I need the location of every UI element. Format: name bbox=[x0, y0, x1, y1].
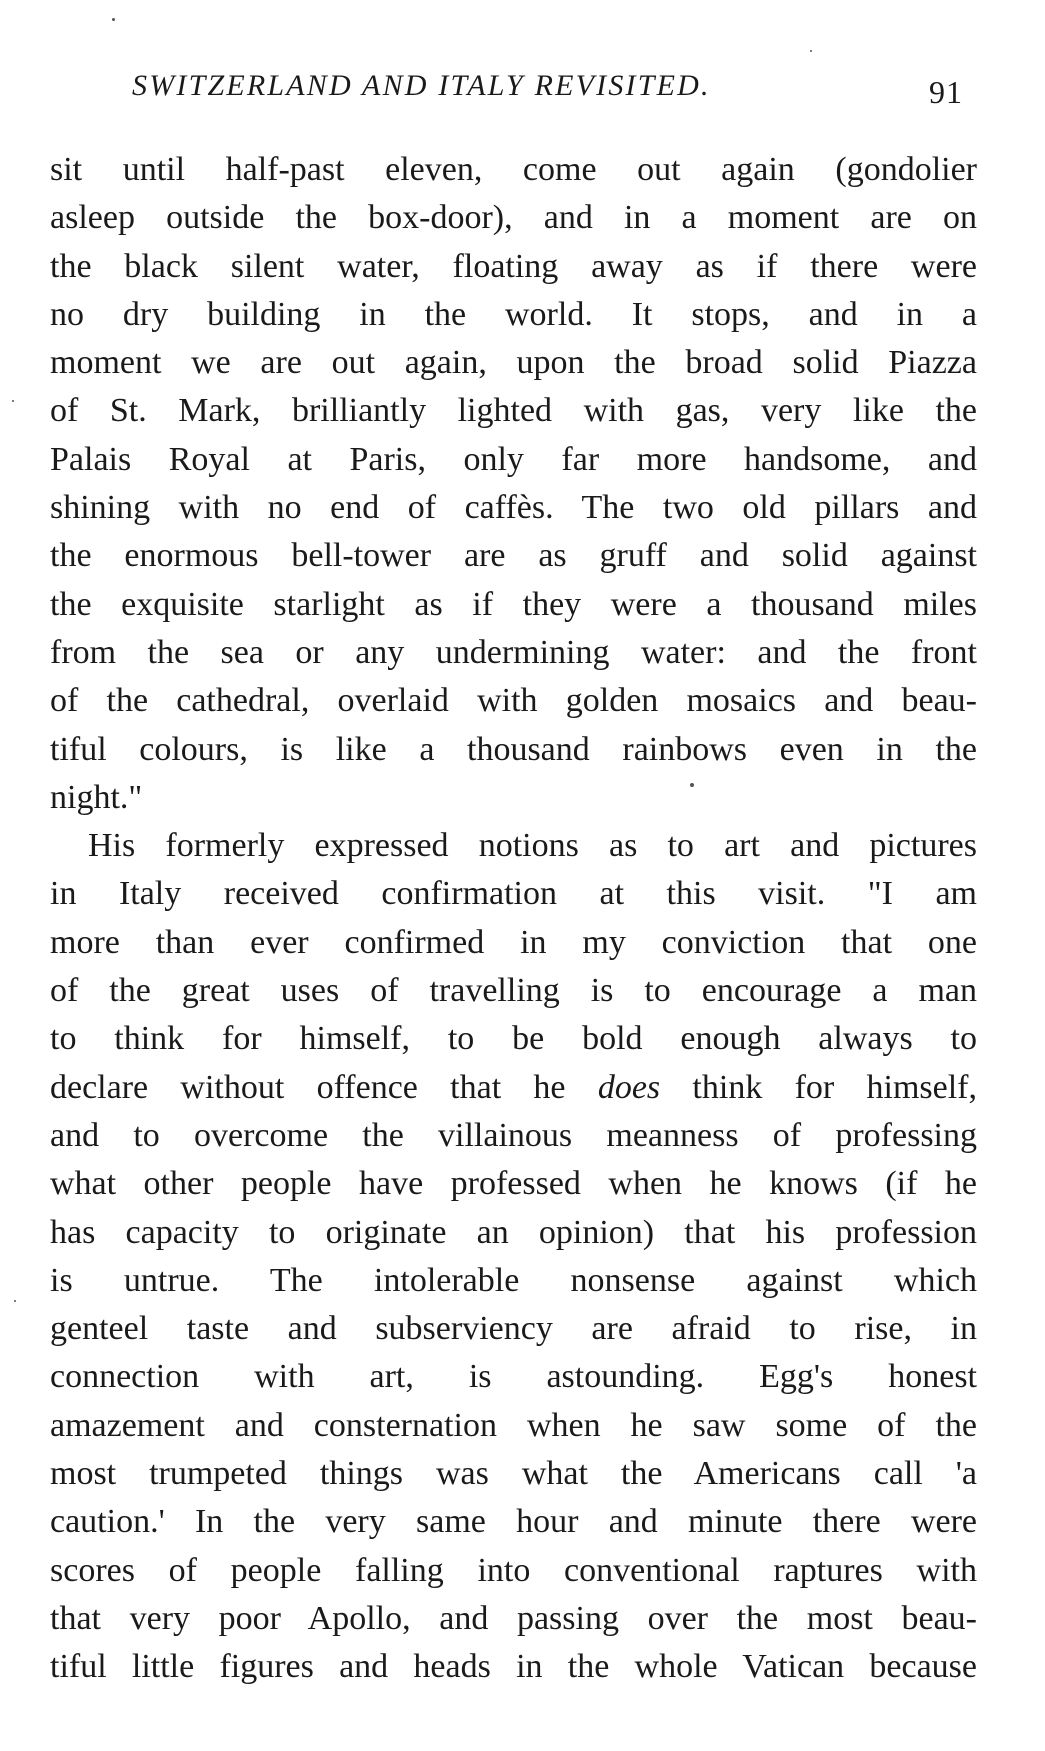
print-speck bbox=[12, 400, 14, 402]
text-line: from the sea or any undermining water: and the front bbox=[50, 633, 977, 671]
text-line: moment we are out again, upon the broad solid Piazza bbox=[50, 344, 977, 382]
text-line: of St. Mark, brilliantly lighted with gas, very like the bbox=[50, 392, 977, 430]
print-speck bbox=[14, 1300, 16, 1302]
text-line: sit until half-past eleven, come out again (gondolier bbox=[50, 151, 977, 188]
page-number: 91 bbox=[929, 74, 963, 110]
text-line: most trumpeted things was what the Americans call 'a bbox=[50, 1455, 977, 1493]
text-line: caution.' In the very same hour and minute there were bbox=[50, 1503, 977, 1541]
text-line: amazement and consternation when he saw some of the bbox=[50, 1406, 977, 1444]
text-line: genteel taste and subserviency are afraid to rise, in bbox=[50, 1310, 977, 1348]
text-line: no dry building in the world. It stops, and in a bbox=[50, 295, 977, 333]
text-line: the enormous bell-tower are as gruff and solid against bbox=[50, 537, 977, 575]
text-line: the exquisite starlight as if they were a thousand miles bbox=[50, 585, 977, 623]
text-line: that very poor Apollo, and passing over the most beau- bbox=[50, 1599, 977, 1637]
print-speck bbox=[690, 783, 694, 787]
text-line: and to overcome the villainous meanness of professing bbox=[50, 1116, 977, 1154]
paragraph-1 bbox=[50, 146, 977, 822]
text-line: to think for himself, to be bold enough always to bbox=[50, 1020, 977, 1058]
text-line: the black silent water, floating away as if there were bbox=[50, 247, 977, 285]
text-line: of the cathedral, overlaid with golden mosaics and beau- bbox=[50, 682, 977, 720]
text-line: declare without offence that he does think for himself, bbox=[50, 1068, 977, 1106]
text-line: of the great uses of travelling is to encourage a man bbox=[50, 972, 977, 1010]
text-line: His formerly expressed notions as to art and pictures bbox=[88, 827, 977, 865]
text-line: what other people have professed when he knows (if he bbox=[50, 1165, 977, 1203]
body-text bbox=[50, 146, 977, 1692]
text-line: connection with art, is astounding. Egg's honest bbox=[50, 1358, 977, 1396]
running-head bbox=[0, 66, 1045, 110]
text-line: tiful colours, is like a thousand rainbows even in the bbox=[50, 730, 977, 768]
text-line: is untrue. The intolerable nonsense against which bbox=[50, 1261, 977, 1299]
text-line: asleep outside the box-door), and in a moment are on bbox=[50, 199, 977, 237]
paragraph-2 bbox=[50, 822, 977, 1691]
text-line: night." bbox=[50, 778, 143, 816]
text-line: shining with no end of caffès. The two old pillars and bbox=[50, 489, 977, 527]
print-speck bbox=[112, 18, 115, 21]
text-line: Palais Royal at Paris, only far more handsome, and bbox=[50, 440, 977, 478]
running-title: SWITZERLAND AND ITALY REVISITED. bbox=[132, 69, 711, 102]
text-line: in Italy received confirmation at this visit. "I am bbox=[50, 875, 977, 913]
text-line: more than ever confirmed in my conviction that one bbox=[50, 923, 977, 961]
print-speck bbox=[810, 50, 812, 52]
text-line: scores of people falling into conventional raptures with bbox=[50, 1551, 977, 1589]
text-line: tiful little figures and heads in the whole Vatican because bbox=[50, 1648, 977, 1686]
emphasis: does bbox=[597, 1068, 661, 1106]
text-line: has capacity to originate an opinion) that his profession bbox=[50, 1213, 977, 1251]
